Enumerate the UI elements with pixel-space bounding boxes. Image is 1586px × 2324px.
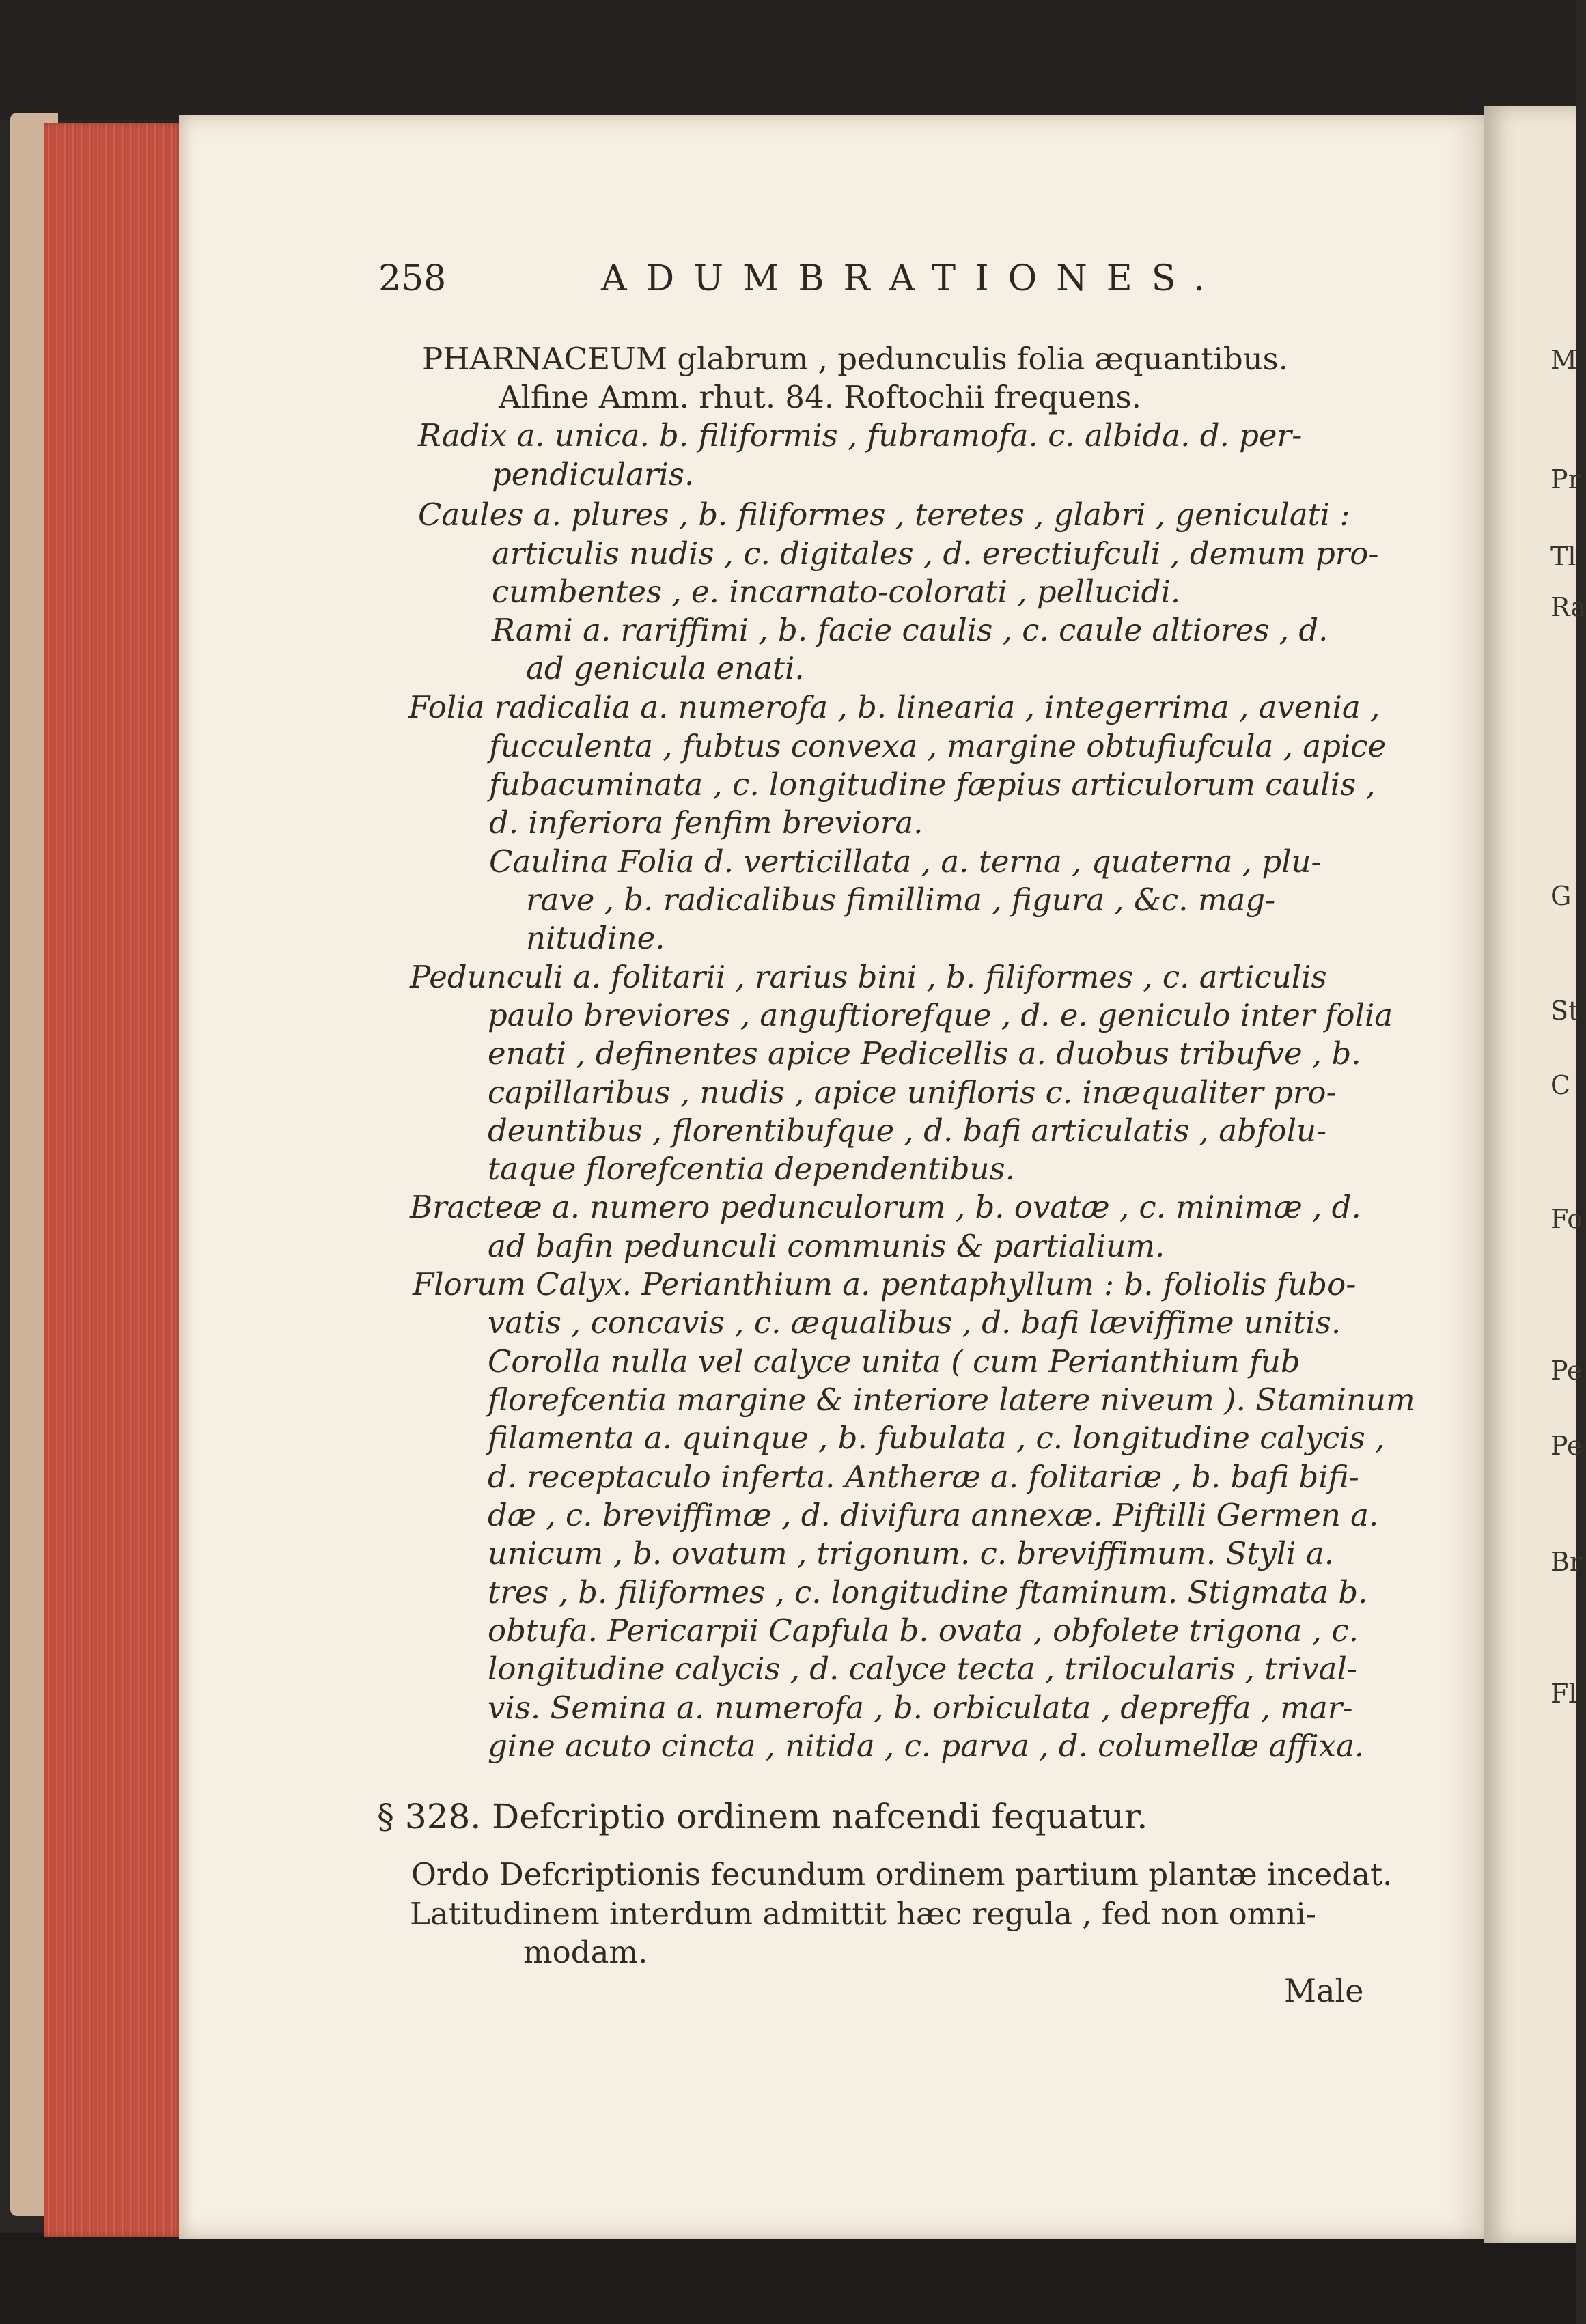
facing-page-fragment: Pr [1550, 464, 1581, 494]
text-line: articulis nudis , c. digitales , d. erectiufculi , demum pro- [492, 535, 1379, 572]
text-line: ad genicula enati. [526, 650, 805, 686]
running-head: ADUMBRATIONES. [601, 258, 1224, 299]
catchword: Male [1284, 1972, 1364, 2009]
text-line: Pedunculi a. folitarii , rarius bini , b. filiformes , c. articulis [410, 959, 1327, 995]
facing-page-fragment: Tl [1550, 542, 1576, 572]
facing-page-fragment: Ra [1550, 592, 1586, 622]
text-line: fucculenta , fubtus convexa , margine obtufiufcula , apice [489, 728, 1387, 764]
text-line: obtufa. Pericarpii Capfula b. ovata , obfolete trigona , c. [488, 1612, 1359, 1649]
background-bottom [0, 2233, 1576, 2324]
facing-page-fragment: G [1550, 881, 1572, 911]
text-line: fubacuminata , c. longitudine fæpius articulorum caulis , [489, 766, 1376, 802]
text-line: vatis , concavis , c. æqualibus , d. bafi læviffime unitis. [488, 1304, 1341, 1341]
text-line: cumbentes , e. incarnato-colorati , pellucidi. [492, 574, 1181, 610]
text-line: filamenta a. quinque , b. fubulata , c. longitudine calycis , [488, 1420, 1385, 1456]
background-top [0, 0, 1576, 120]
facing-page-fragment: C [1550, 1070, 1571, 1100]
text-line: gine acuto cincta , nitida , c. parva , d. columellæ affixa. [488, 1728, 1365, 1764]
text-line: ad bafin pedunculi communis & partialium. [488, 1228, 1165, 1264]
text-line: pendicularis. [492, 456, 695, 492]
text-line: taque florefcentia dependentibus. [488, 1151, 1015, 1187]
text-line: Alfine Amm. rhut. 84. Roftochii frequens. [499, 379, 1141, 415]
text-line: Caulina Folia d. verticillata , a. terna , quaterna , plu- [489, 843, 1322, 880]
text-line: modam. [523, 1934, 648, 1970]
text-line: d. inferiora fenfim breviora. [489, 804, 923, 841]
text-line: dæ , c. breviffimæ , d. divifura annexæ. Piftilli Germen a. [488, 1497, 1379, 1533]
facing-page-fragment: Fo [1550, 1204, 1583, 1234]
text-line: nitudine. [526, 920, 665, 956]
text-line: tres , b. filiformes , c. longitudine ftaminum. Stigmata b. [488, 1574, 1368, 1610]
text-line: Caules a. plures , b. filiformes , teretes , glabri , geniculati : [418, 496, 1350, 533]
text-line: Bracteæ a. numero pedunculorum , b. ovatæ , c. minimæ , d. [410, 1189, 1361, 1225]
facing-page-fragment: St [1550, 996, 1579, 1026]
text-line: paulo breviores , anguftiorefque , d. e. geniculo inter folia [488, 997, 1393, 1033]
text-line: unicum , b. ovatum , trigonum. c. breviffimum. Styli a. [488, 1535, 1334, 1571]
text-line: rave , b. radicalibus fimillima , figura , &c. mag- [526, 882, 1276, 918]
facing-page-fragment: M [1550, 345, 1577, 375]
text-line: Rami a. rariffimi , b. facie caulis , c. caule altiores , d. [492, 612, 1328, 648]
facing-page-fragment: Br [1550, 1547, 1583, 1577]
text-line: enati , definentes apice Pedicellis a. duobus tribufve , b. [488, 1035, 1361, 1072]
text-line: Latitudinem interdum admittit hæc regula , fed non omni- [410, 1896, 1316, 1932]
text-line: d. receptaculo inferta. Antheræ a. folitariæ , b. bafi bifi- [488, 1459, 1359, 1495]
red-page-edges [44, 123, 184, 2237]
text-line: florefcentia margine & interiore latere niveum ). Staminum [488, 1382, 1415, 1418]
page-number: 258 [378, 258, 447, 299]
text-line: deuntibus , florentibufque , d. bafi articulatis , abfolu- [488, 1112, 1327, 1149]
section-heading: § 328. Defcriptio ordinem nafcendi fequatur. [377, 1797, 1148, 1836]
facing-page-fragment: Pe [1550, 1431, 1583, 1461]
text-line: longitudine calycis , d. calyce tecta , trilocularis , trival- [488, 1651, 1358, 1687]
text-line: PHARNACEUM glabrum , pedunculis folia æquantibus. [422, 341, 1289, 377]
text-line: Corolla nulla vel calyce unita ( cum Perianthium fub [488, 1343, 1300, 1380]
facing-page-fragment: Fl [1550, 1679, 1577, 1709]
text-line: Radix a. unica. b. filiformis , fubramofa. c. albida. d. per- [418, 417, 1303, 453]
text-line: capillaribus , nudis , apice unifloris c. inæqualiter pro- [488, 1074, 1337, 1110]
text-line: Folia radicalia a. numerofa , b. linearia , integerrima , avenia , [408, 689, 1380, 725]
text-line: Ordo Defcriptionis fecundum ordinem partium plantæ incedat. [411, 1856, 1393, 1892]
facing-page [1484, 106, 1579, 2243]
text-line: vis. Semina a. numerofa , b. orbiculata , depreffa , mar- [488, 1690, 1353, 1726]
text-line: Florum Calyx. Perianthium a. pentaphyllum : b. foliolis fubo- [413, 1266, 1357, 1302]
facing-page-fragment: Pe [1550, 1356, 1583, 1386]
